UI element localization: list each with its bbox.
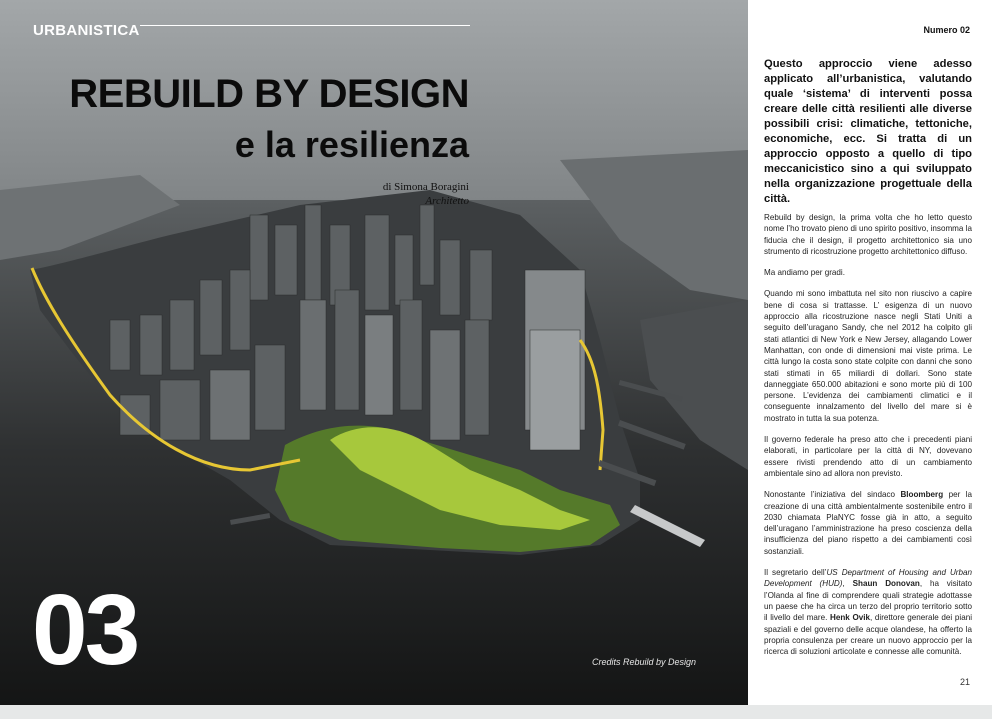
body-text — [764, 212, 972, 667]
right-page — [748, 0, 992, 705]
header-rule — [140, 25, 470, 26]
p5-text-a: Nonostante l’iniziativa del sindaco — [764, 490, 901, 500]
paragraph-3: Quando mi sono imbattuta nel sito non riuscivo a capire bene di cosa si trattasse. L’ esigenza di un nuovo approccio alla ricostruzione nasce negli Stati Uniti a seguito dell’uragano Sandy, che nel 2012 ha colpito gli stati atlantici di New York e New Jersey, allagando Lower Manhattan, con onde di dimensioni mai viste prima. Le città lungo la costa sono state colpite con danni che sono stati stimati in 65 miliardi di dollari. Sono state danneggiate 650.000 abitazioni e sono morte più di 100 persone. L’evidenza dei cambiamenti climatici e il conseguente innalzamento del livello del mare si è mostrato in tutta la sua potenza. — [764, 289, 972, 423]
issue-number: Numero 02 — [923, 25, 970, 35]
paragraph-4: Il governo federale ha preso atto che i precedenti piani elaborati, in particolare per la città di NY, dovevano essere rivisti prendendo atto di un cambiamento ambientale sino ad allora non previsto. — [764, 435, 972, 478]
author-name: di Simona Boragini — [382, 181, 469, 193]
p5-name-bloomberg: Bloomberg — [900, 490, 944, 500]
article-number: 03 — [32, 574, 138, 686]
page-number: 21 — [959, 677, 970, 687]
p6-text-c: , — [842, 579, 853, 589]
byline — [383, 180, 469, 208]
paragraph-5 — [764, 489, 972, 557]
article-title: REBUILD BY DESIGN — [69, 72, 469, 116]
paragraph-1: Rebuild by design, la prima volta che ho letto questo nome l’ho trovato pieno di uno spirito positivo, insomma la fiducia che il design, il progetto architettonico sia uno strumento di ricostruzione progetto architettonico diffuso. — [764, 213, 972, 256]
p6-hud: US Department of Housing and Urban Development (HUD) — [764, 568, 972, 589]
paragraph-6 — [764, 567, 972, 657]
lead-paragraph: Questo approccio viene adesso applicato all’urbanistica, valutando quale ‘sistema’ di interventi possa creare delle città resilienti alle diverse possibili crisi: climatiche, tettoniche, economiche, ecc. Si tratta di un approccio opposto a quello di tipo meccanicistico sino a qui sviluppato nella organizzazione progettuale della città. — [764, 58, 972, 205]
p6-text-a: Il segretario dell’ — [764, 568, 827, 578]
article-subtitle: e la resilienza — [234, 124, 469, 165]
p6-text-e: , ha visitato l’Olanda al fine di comprendere quali strategie adottasse un paese che ha circa un terzo del proprio territorio sotto il livello del mare. — [764, 579, 972, 623]
paragraph-2: Ma andiamo per gradi. — [764, 268, 845, 278]
bottom-strip — [0, 705, 992, 719]
photo-credits: Credits Rebuild by Design — [592, 657, 697, 667]
p5-text-c: per la creazione di una città ambientalmente sostenibile entro il 2030 chiamata PlaNYC fosse già in atto, a seguito dell’uragano l’amministrazione ha preso coscienza della insufficienza del piano rispetto a dei cambiamenti così sostanziali. — [764, 490, 973, 556]
p6-name-ovik: Henk Ovik — [829, 613, 870, 623]
author-role: Architetto — [425, 195, 469, 207]
p6-text-g: , direttore generale dei piani spaziali e del governo delle acque olandese, ha offerto la propria consulenza per creare un nuovo approccio per la ricerca di soluzioni articolate e connesse alle comunità. — [764, 613, 972, 657]
p6-name-donovan: Shaun Donovan — [852, 579, 920, 589]
section-label: URBANISTICA — [33, 22, 140, 39]
